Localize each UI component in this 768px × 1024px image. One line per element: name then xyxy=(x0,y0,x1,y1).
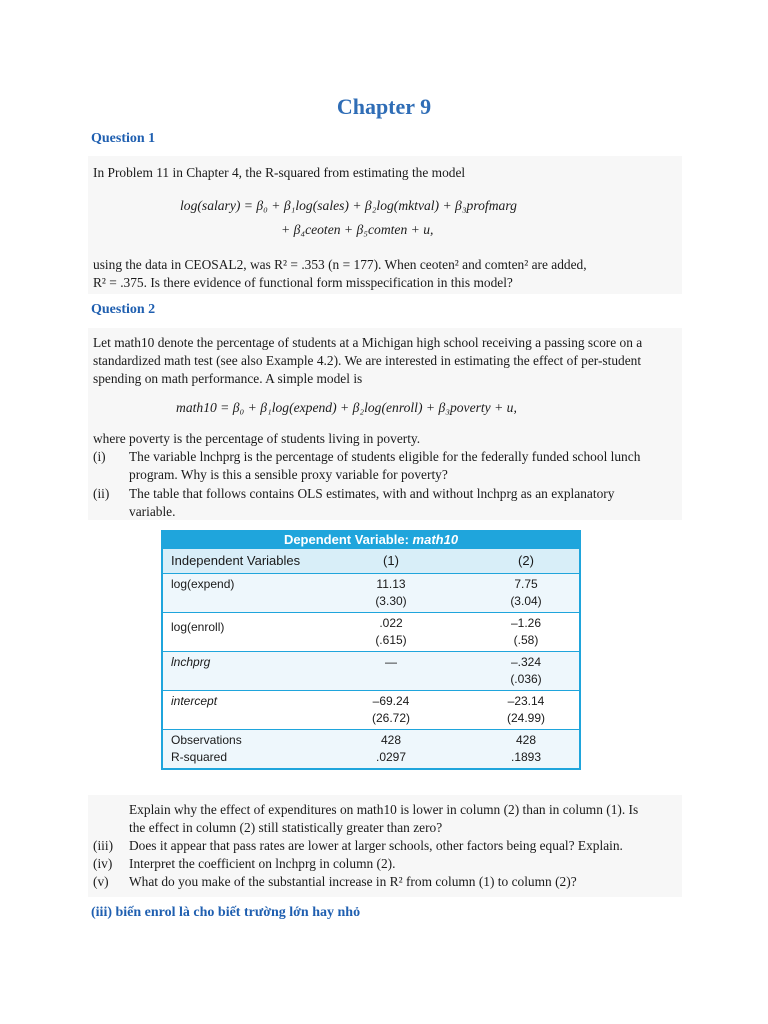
table-title xyxy=(161,530,581,549)
table-row xyxy=(161,652,581,690)
chapter-title: Chapter 9 xyxy=(336,94,432,119)
se-col2: (.036) xyxy=(510,672,542,686)
table-row xyxy=(161,613,581,651)
coef-col1: .022 xyxy=(379,616,403,630)
q2-item-iv xyxy=(93,855,683,873)
item-number: (i) xyxy=(93,449,106,464)
table-row xyxy=(161,574,581,612)
q1-intro: In Problem 11 in Chapter 4, the R-squared from estimating the model xyxy=(93,165,466,180)
q2-intro-line2: standardized math test (see also Example 4.2). We are interested in estimating the effect of per-student xyxy=(93,353,642,368)
estimates-table xyxy=(161,530,581,770)
q2-where: where poverty is the percentage of students living in poverty. xyxy=(93,431,421,446)
question-2-heading: Question 2 xyxy=(91,302,156,317)
q2-equation: math10 = β₀ + β₁log(expend) + β₂log(enroll) + β₃poverty + u, xyxy=(176,400,517,415)
item-text-line2: variable. xyxy=(129,504,176,519)
obs-col1: 428 xyxy=(380,733,402,747)
coef-col1: 11.13 xyxy=(376,577,406,591)
table-border-bottom xyxy=(161,768,581,770)
coef-col2: –23.14 xyxy=(507,694,545,708)
item-text: Interpret the coefficient on lnchprg in column (2). xyxy=(129,856,396,871)
table-row xyxy=(161,691,581,729)
rsq-col1: .0297 xyxy=(375,750,407,764)
se-col1: (3.30) xyxy=(375,594,407,608)
q2-after-line1: Explain why the effect of expenditures on math10 is lower in column (2) than in column (1). Is xyxy=(129,802,639,817)
question-2-scan xyxy=(88,328,682,520)
q1-body-line2: R² = .375. Is there evidence of functional form misspecification in this model? xyxy=(93,275,513,290)
row-label: intercept xyxy=(171,694,218,708)
coef-col2: –.324 xyxy=(510,655,542,669)
coef-col2: –1.26 xyxy=(510,616,542,630)
item-text-line1: The table that follows contains OLS estimates, with and without lnchprg as an explanatory xyxy=(129,486,615,501)
item-text-line2: program. Why is this a sensible proxy variable for poverty? xyxy=(129,467,448,482)
item-text: Does it appear that pass rates are lower at larger schools, other factors being equal? Explain. xyxy=(129,838,623,853)
table-row-summary xyxy=(161,730,581,768)
coef-col2: 7.75 xyxy=(514,577,538,591)
coef-col1: — xyxy=(385,655,397,669)
q2-item-iii xyxy=(93,837,683,855)
table-border-right xyxy=(579,549,581,770)
col-header-2: (2) xyxy=(518,553,534,568)
se-col1: (26.72) xyxy=(371,711,411,725)
table-column-header xyxy=(161,549,581,574)
se-col1: (.615) xyxy=(375,633,407,647)
rsquared-label: R-squared xyxy=(171,750,228,764)
row-label: lnchprg xyxy=(171,655,211,669)
q2-intro-line1: Let math10 denote the percentage of students at a Michigan high school receiving a passing score on a xyxy=(93,335,643,350)
q2-after-line2: the effect in column (2) still statistically greater than zero? xyxy=(129,820,443,835)
obs-col2: 428 xyxy=(515,733,537,747)
answer-note: (iii) biến enrol là cho biết trường lớn hay nhỏ xyxy=(91,905,361,920)
observations-label: Observations xyxy=(171,733,242,747)
se-col2: (3.04) xyxy=(510,594,542,608)
col-header-variables: Independent Variables xyxy=(171,553,301,568)
row-label: log(expend) xyxy=(171,577,235,591)
question-1-scan xyxy=(88,156,682,294)
table-title-var: math10 xyxy=(412,532,459,547)
rsq-col2: .1893 xyxy=(510,750,542,764)
question-1-heading: Question 1 xyxy=(91,131,156,146)
table-border-left xyxy=(161,549,163,770)
col-header-1: (1) xyxy=(383,553,399,568)
se-col2: (.58) xyxy=(513,633,539,647)
q1-body-line1: using the data in CEOSAL2, was R² = .353 (n = 177). When ceoten² and comten² are added, xyxy=(93,257,587,272)
item-number: (v) xyxy=(93,874,109,889)
q2-item-i xyxy=(93,448,683,484)
q1-equation-line1: log(salary) = β₀ + β₁log(sales) + β₂log(mktval) + β₃profmarg xyxy=(180,198,517,213)
q2-intro-line3: spending on math performance. A simple model is xyxy=(93,371,363,386)
row-label: log(enroll) xyxy=(171,620,225,634)
q2-item-ii xyxy=(93,485,683,521)
q2-item-v xyxy=(93,873,683,891)
coef-col1: –69.24 xyxy=(372,694,410,708)
question-2-continued-scan xyxy=(88,795,682,897)
item-number: (ii) xyxy=(93,486,110,501)
table-title-prefix: Dependent Variable: xyxy=(283,532,413,547)
item-text: What do you make of the substantial increase in R² from column (1) to column (2)? xyxy=(129,874,577,889)
item-number: (iv) xyxy=(93,856,113,871)
item-number: (iii) xyxy=(93,838,114,853)
item-text-line1: The variable lnchprg is the percentage of students eligible for the federally funded school lunch xyxy=(129,449,641,464)
se-col2: (24.99) xyxy=(506,711,546,725)
q1-equation-line2: + β₄ceoten + β₅comten + u, xyxy=(281,222,434,237)
